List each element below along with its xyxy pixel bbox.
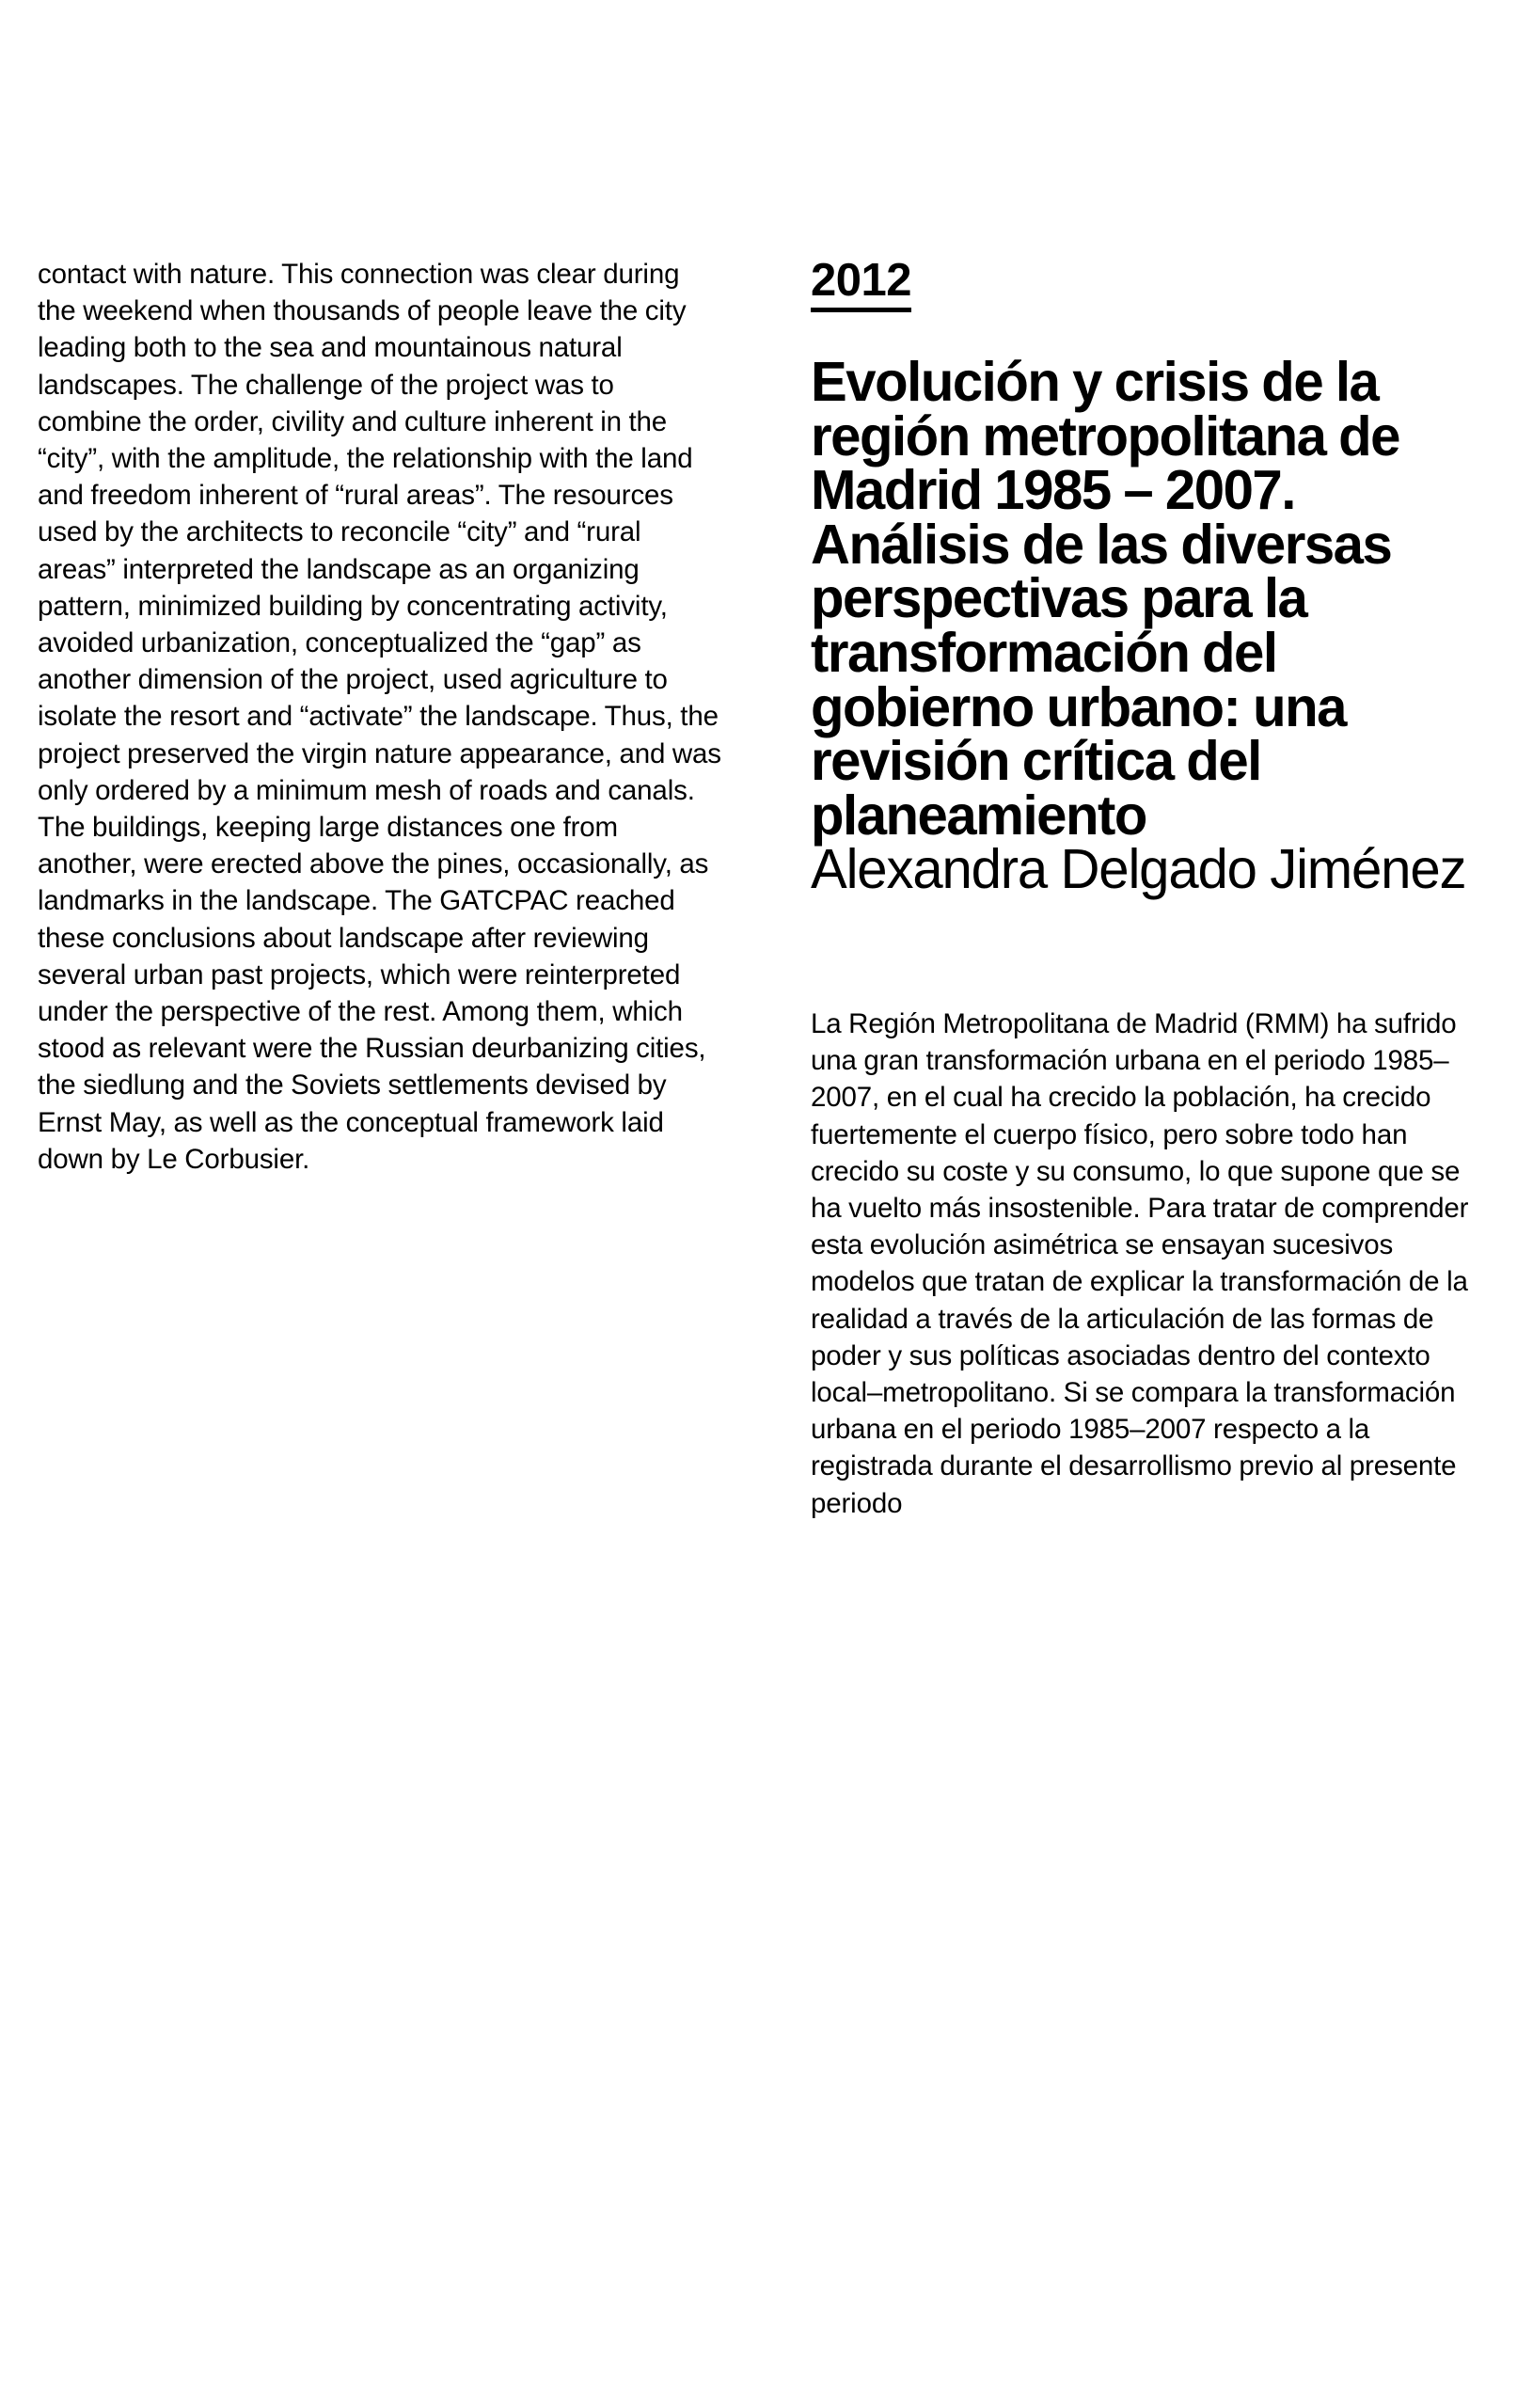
article-abstract: La Región Metropolitana de Madrid (RMM) ha sufrido una gran transformación urbana en el periodo 1985–2007, en el cual ha crecido la población, ha crecido fuertemente el cuerpo físico, pero sobre todo han crecido su coste y su consumo, lo que supone que se ha vuelto más insostenible. Para tratar de comprender esta evolución asimétrica se ensayan sucesivos modelos que tratan de explicar la transformación de la realidad a través de la articulación de las formas de poder y sus políticas asociadas dentro del contexto local–metropolitano. Si se compara la transformación urbana en el periodo 1985–2007 respecto a la registrada durante el desarrollismo previo al presente periodo [811,1007,1469,1519]
left-text-column [38,256,722,1178]
right-article-column [811,256,1497,1522]
title-block [811,351,1497,901]
article-year: 2012 [811,256,911,312]
article-title: Evolución y crisis de la región metropolitana de Madrid 1985 – 2007. Análisis de las diversas perspectivas para la transformación del gobierno urbano: una revisión crítica del planeamiento [811,351,1399,847]
article-author: Alexandra Delgado Jiménez [811,838,1466,901]
continued-body-paragraph: contact with nature. This connection was clear during the weekend when thousands of people leave the city leading both to the sea and mountainous natural landscapes. The challenge of the project was to combine the order, civility and culture inherent in the “city”, with the amplitude, the relationship with the land and freedom inherent of “rural areas”. The resources used by the architects to reconcile “city” and “rural areas” interpreted the landscape as an organizing pattern, minimized building by concentrating activity, avoided urbanization, conceptualized the “gap” as another dimension of the project, used agriculture to isolate the resort and “activate” the landscape. Thus, the project preserved the virgin nature appearance, and was only ordered by a minimum mesh of roads and canals. The buildings, keeping large distances one from another, were erected above the pines, occasionally, as landmarks in the landscape. The GATCPAC reached these conclusions about landscape after reviewing several urban past projects, which were reinterpreted under the perspective of the rest. Among them, which stood as relevant were the Russian deurbanizing cities, the siedlung and the Soviets settlements devised by Ernst May, as well as the conceptual framework laid down by Le Corbusier. [38,259,721,1175]
